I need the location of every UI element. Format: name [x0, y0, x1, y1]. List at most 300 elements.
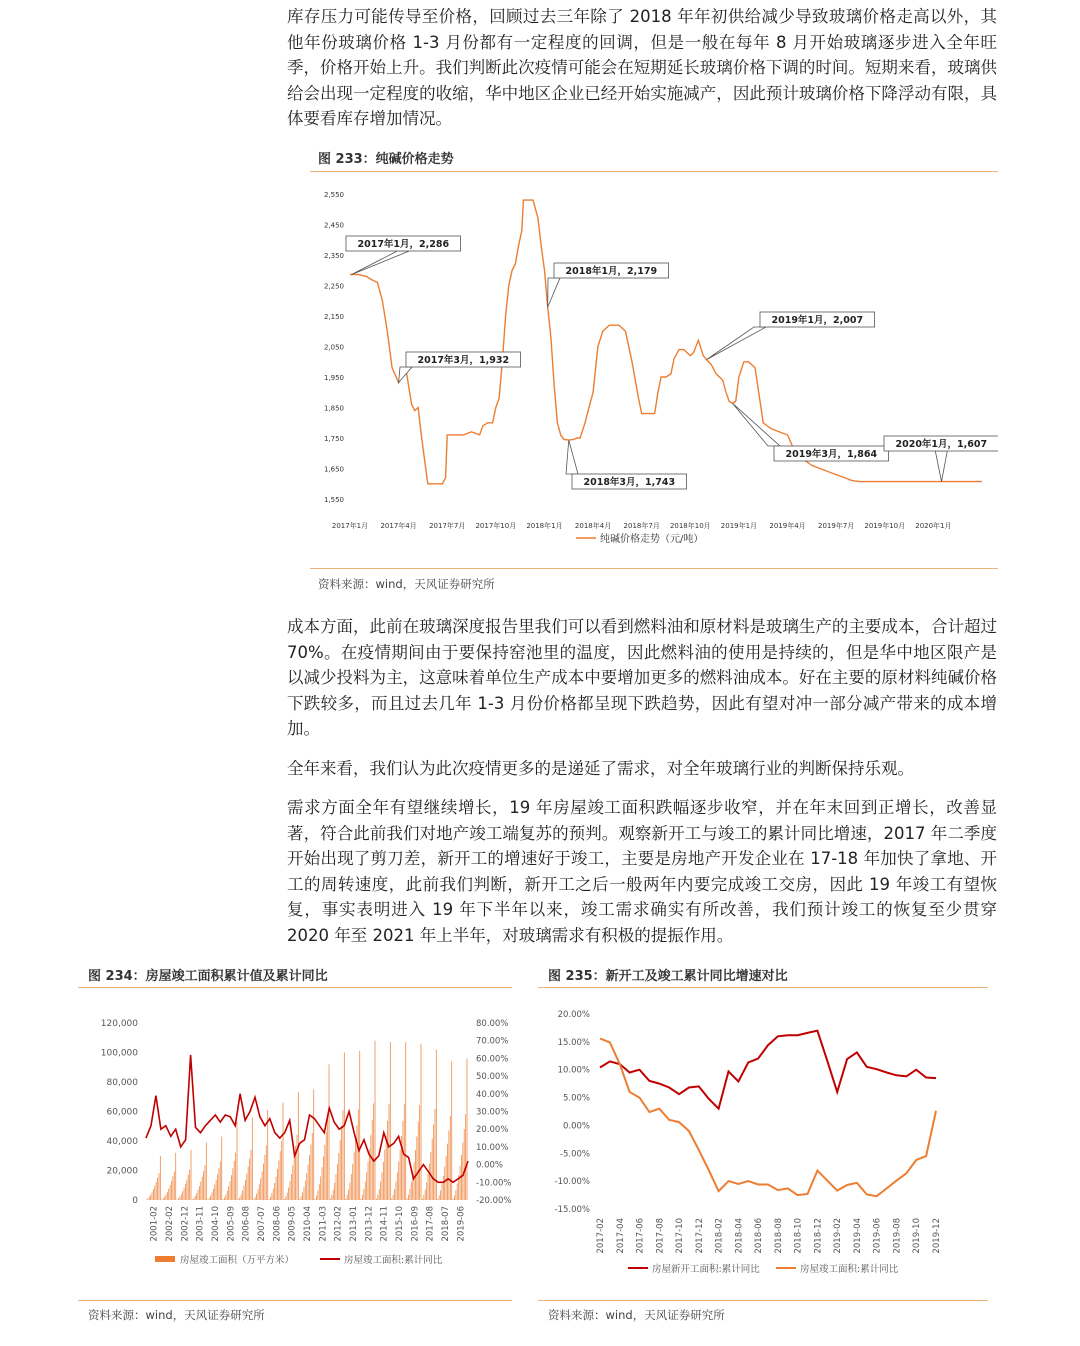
completion-area-bar — [292, 1166, 293, 1200]
y-left-tick-label: 80,000 — [106, 1078, 138, 1088]
completion-area-bar — [326, 1132, 327, 1200]
x-tick-label: 2003-11 — [195, 1206, 206, 1242]
completion-area-bar — [232, 1168, 233, 1200]
legend-label-bar: 房屋竣工面积（万平方米） — [180, 1255, 295, 1266]
completion-area-bar — [147, 1199, 148, 1201]
completion-area-bar — [182, 1191, 183, 1200]
completion-area-bar — [347, 1195, 348, 1200]
completion-area-bar — [315, 1199, 316, 1200]
completion-area-bar — [175, 1153, 176, 1200]
annotation-pointer — [399, 367, 412, 382]
x-tick-label: 2009-05 — [287, 1206, 298, 1242]
x-tick-label: 2019-08 — [892, 1218, 903, 1254]
completion-area-bar — [380, 1182, 381, 1200]
completion-area-bar — [200, 1182, 201, 1200]
completion-area-bar — [306, 1173, 307, 1200]
y-left-tick-label: 60,000 — [106, 1107, 138, 1118]
y-right-tick-label: 80.00% — [476, 1019, 509, 1029]
annotation-pointer — [566, 440, 578, 474]
x-tick-label: 2001-02 — [149, 1206, 160, 1242]
completion-area-bar — [310, 1145, 311, 1201]
y-tick-label: 2,550 — [323, 191, 344, 199]
annotation-label: 2019年3月，1,864 — [785, 449, 878, 460]
completion-area-bar — [340, 1140, 341, 1200]
completion-area-bar — [317, 1191, 318, 1200]
paragraph-cost: 成本方面，此前在玻璃深度报告里我们可以看到燃料油和原材料是玻璃生产的主要成本，合计超过 70%。在疫情期间由于要保持窑池里的温度，因此燃料油的使用是持续的，但是华中地区限产是以减少投料为主，这意味着单位生产成本中要增加更多的燃料油成本。好在主要的原材料纯碱价格下跌较多，而且过去几年 1-3 月份价格都呈现下跌趋势，因此有望对冲一部分减产带来的成本增加。 — [287, 617, 997, 738]
x-tick-label: 2019年4月 — [769, 522, 806, 530]
completion-area-bar — [448, 1130, 449, 1200]
y-right-tick-label: 10.00% — [476, 1142, 509, 1153]
completion-area-bar — [196, 1193, 197, 1200]
completion-area-bar — [301, 1196, 302, 1200]
completion-area-bar — [313, 1089, 314, 1200]
x-tick-label: 2010-04 — [303, 1206, 313, 1242]
completion-area-bar — [304, 1187, 305, 1200]
completion-area-bar — [271, 1193, 272, 1200]
completion-area-bar — [207, 1199, 208, 1200]
completion-area-bar — [376, 1199, 377, 1201]
completion-area-bar — [291, 1174, 292, 1200]
x-tick-label: 2017-08 — [655, 1218, 666, 1254]
x-tick-label: 2018年4月 — [574, 522, 612, 530]
completion-area-bar — [419, 1105, 420, 1200]
completion-area-bar — [429, 1164, 430, 1200]
completion-area-bar — [308, 1165, 309, 1200]
completion-area-bar — [191, 1150, 192, 1200]
completion-area-bar — [284, 1199, 285, 1200]
completion-area-bar — [238, 1199, 239, 1200]
completion-area-bar — [249, 1159, 250, 1200]
completion-area-bar — [290, 1181, 291, 1200]
completion-area-bar — [450, 1116, 451, 1200]
y-left-tick-label: 40,000 — [106, 1137, 138, 1147]
completion-area-bar — [382, 1173, 383, 1201]
completion-area-bar — [433, 1125, 434, 1201]
completion-area-bar — [212, 1193, 213, 1200]
annotation-label: 2018年3月，1,743 — [583, 477, 676, 488]
completion-area-bar — [214, 1185, 215, 1200]
y-tick-label: 2,250 — [323, 282, 344, 291]
completion-area-bar — [351, 1174, 352, 1200]
completion-area-bar — [355, 1140, 356, 1201]
paragraph-glass-price: 库存压力可能传导至价格，回顾过去三年除了 2018 年年初供给减少导致玻璃价格走高以外，其他年份玻璃价格 1-3 月份都有一定程度的回调，但是一般在每年 8 月开始玻璃逐步进入全年旺季，价格开始上升。我们判断此次疫情可能会在短期延长玻璃价格下调的时间。短期来看，玻璃供给会出现一定程度的收缩，华中地区企业已经开始实施减产，因此预计玻璃价格下降浮动有限，具体要看库存增加情况。 — [287, 7, 997, 128]
completion-area-bar — [428, 1174, 429, 1200]
completion-area-bar — [235, 1153, 236, 1200]
completion-area-bar — [149, 1197, 150, 1200]
completion-area-bar — [192, 1199, 193, 1200]
completion-area-bar — [408, 1195, 409, 1200]
newstart-vs-completion-chart — [538, 992, 988, 1292]
x-tick-label: 2019-06 — [456, 1206, 467, 1242]
completion-area-bar — [153, 1189, 154, 1200]
completion-area-bar — [231, 1175, 232, 1200]
completion-area-bar — [294, 1156, 295, 1200]
x-tick-label: 2017年7月 — [429, 522, 466, 530]
y-right-tick-label: -20.00% — [476, 1196, 512, 1206]
completion-area-bar — [285, 1196, 286, 1200]
soda-ash-price-chart — [310, 176, 998, 564]
y-tick-label: -15.00% — [554, 1205, 590, 1215]
completion-area-bar — [221, 1137, 222, 1200]
y-left-tick-label: 100,000 — [100, 1048, 138, 1059]
y-tick-label: 2,350 — [323, 252, 344, 260]
figure-235-bottom-rule — [538, 1300, 988, 1301]
x-tick-label: 2018-04 — [734, 1218, 745, 1254]
x-tick-label: 2012-02 — [333, 1206, 344, 1242]
completion-area-bar — [156, 1182, 157, 1200]
completion-area-bar — [384, 1150, 385, 1200]
completion-area-bar — [446, 1156, 447, 1200]
completion-area-bar — [245, 1180, 246, 1200]
completion-area-bar — [329, 1064, 330, 1200]
y-tick-label: 15.00% — [557, 1037, 590, 1048]
completion-area-bar — [228, 1186, 229, 1200]
completion-area-bar — [394, 1189, 395, 1200]
completion-area-bar — [205, 1165, 206, 1200]
x-tick-label: 2018-06 — [754, 1218, 765, 1254]
y-tick-label: 1,850 — [323, 404, 344, 413]
y-tick-label: 2,050 — [323, 343, 344, 352]
completion-area-bar — [263, 1164, 264, 1201]
completion-area-bar — [270, 1197, 271, 1200]
completion-area-bar — [455, 1190, 456, 1200]
completion-area-bar — [170, 1185, 171, 1200]
annotation-label: 2019年1月，2,007 — [771, 315, 864, 326]
completion-area-bar — [160, 1156, 161, 1200]
completion-area-bar — [244, 1186, 245, 1200]
x-tick-label: 2018-07 — [441, 1206, 451, 1242]
figure-235-source: 资料来源：wind，天风证券研究所 — [548, 1308, 725, 1322]
x-tick-label: 2006-08 — [241, 1206, 252, 1242]
x-tick-label: 2019-10 — [912, 1218, 923, 1254]
y-tick-label: 2,450 — [323, 221, 344, 230]
completion-area-bar — [411, 1182, 412, 1200]
y-tick-label: 5.00% — [562, 1093, 590, 1104]
completion-area-bar — [443, 1176, 444, 1200]
completion-area-bar — [152, 1192, 153, 1200]
completion-area-bar — [373, 1103, 374, 1200]
annotation-pointer — [732, 403, 780, 446]
completion-area-bar — [184, 1188, 185, 1200]
completion-area-bar — [322, 1167, 323, 1200]
completion-area-bar — [460, 1166, 461, 1200]
annotation-pointer — [707, 327, 766, 360]
y-right-tick-label: 60.00% — [476, 1054, 509, 1065]
y-left-tick-label: 20,000 — [106, 1166, 138, 1177]
completion-area-bar — [258, 1190, 259, 1201]
completion-area-bar — [405, 1042, 406, 1200]
completion-area-bar — [189, 1170, 190, 1200]
completion-area-bar — [209, 1198, 210, 1200]
annotation-label: 2018年1月，2,179 — [565, 266, 658, 277]
y-tick-label: 1,750 — [323, 435, 344, 443]
completion-area-bar — [327, 1118, 328, 1200]
completion-area-bar — [163, 1198, 164, 1200]
completion-area-bar — [159, 1173, 160, 1200]
x-tick-label: 2019-02 — [833, 1218, 844, 1254]
x-tick-label: 2013-12 — [364, 1206, 375, 1242]
completion-area-bar — [234, 1161, 235, 1200]
completion-area-bar — [172, 1176, 173, 1200]
completion-area-bar — [359, 1051, 360, 1200]
legend-swatch-bar — [155, 1256, 175, 1262]
completion-area-bar — [242, 1190, 243, 1200]
completion-area-bar — [397, 1173, 398, 1201]
completion-area-bar — [444, 1167, 445, 1201]
completion-area-bar — [297, 1135, 298, 1200]
x-tick-label: 2014-11 — [379, 1206, 390, 1242]
completion-area-bar — [203, 1171, 204, 1200]
x-tick-label: 2013-01 — [349, 1206, 359, 1242]
completion-area-bar — [237, 1122, 238, 1200]
completion-area-bar — [345, 1199, 346, 1200]
completion-area-bar — [435, 1109, 436, 1200]
y-left-tick-label: 0 — [132, 1196, 138, 1206]
completion-area-bar — [414, 1162, 415, 1200]
completion-area-chart — [78, 992, 512, 1292]
completion-area-bar — [264, 1155, 265, 1200]
legend-label-line: 房屋竣工面积:累计同比 — [344, 1255, 443, 1266]
completion-area-bar — [179, 1197, 180, 1201]
completion-area-bar — [312, 1133, 313, 1200]
completion-area-bar — [202, 1177, 203, 1200]
completion-area-bar — [217, 1174, 218, 1200]
completion-area-bar — [259, 1184, 260, 1200]
completion-area-bar — [422, 1199, 423, 1200]
completion-area-bar — [157, 1178, 158, 1200]
completion-area-bar — [354, 1153, 355, 1201]
completion-area-bar — [178, 1198, 179, 1200]
completion-area-bar — [336, 1174, 337, 1200]
legend-label: 纯碱价格走势（元/吨） — [600, 534, 704, 545]
completion-area-bar — [210, 1196, 211, 1200]
new-start-yoy-line — [600, 1031, 936, 1109]
completion-area-bar — [251, 1150, 252, 1200]
completion-area-bar — [333, 1190, 334, 1200]
completion-area-bar — [188, 1175, 189, 1200]
annotation-label: 2020年1月，1,607 — [895, 439, 988, 450]
completion-area-bar — [436, 1050, 437, 1200]
y-right-tick-label: 70.00% — [476, 1036, 509, 1047]
figure-234-source: 资料来源：wind，天风证券研究所 — [88, 1308, 265, 1322]
completion-area-bar — [396, 1182, 397, 1200]
paragraph-full-year: 全年来看，我们认为此次疫情更多的是递延了需求，对全年玻璃行业的判断保持乐观。 — [287, 759, 914, 778]
x-tick-label: 2017年4月 — [380, 522, 417, 530]
completion-area-bar — [338, 1153, 339, 1200]
x-tick-label: 2018-12 — [813, 1218, 824, 1254]
completion-area-bar — [186, 1180, 187, 1200]
completion-area-bar — [389, 1104, 390, 1200]
paragraph-demand: 需求方面全年有望继续增长，19 年房屋竣工面积跌幅逐步收窄，并在年末回到正增长，改善显著，符合此前我们对地产竣工端复苏的预判。观察新开工与竣工的累计同比增速，2017 年二季度开始出现了剪刀差，新开工的增速好于竣工，主要是房地产开发企业在 17-18 年加快了拿地、开工的周转速度，此前我们判断，新开工之后一般两年内要完成竣工交房，因此 19 年竣工有望恢复，事实表明进入 19 年下半年以来，竣工需求确实有所改善，我们预计竣工的恢复至少贯穿 2020 年至 2021 年上半年，对玻璃需求有积极的提振作用。 — [287, 798, 997, 945]
completion-area-bar — [230, 1181, 231, 1200]
legend-label-newstart: 房屋新开工面积:累计同比 — [652, 1264, 760, 1275]
completion-area-bar — [278, 1161, 279, 1201]
y-right-tick-label: -10.00% — [476, 1178, 512, 1189]
y-right-tick-label: 50.00% — [476, 1072, 509, 1083]
y-tick-label: -10.00% — [554, 1177, 590, 1188]
completion-area-bar — [454, 1195, 455, 1200]
figure-233-top-rule — [310, 171, 998, 172]
completion-area-bar — [440, 1190, 441, 1200]
completion-area-bar — [366, 1172, 367, 1200]
x-tick-label: 2017年1月 — [331, 522, 369, 530]
x-tick-label: 2005-09 — [226, 1206, 237, 1242]
completion-area-bar — [280, 1151, 281, 1200]
completion-area-bar — [283, 1103, 284, 1200]
completion-area-bar — [363, 1189, 364, 1200]
x-tick-label: 2017-12 — [694, 1218, 705, 1254]
y-tick-label: 0.00% — [562, 1121, 590, 1132]
completion-area-bar — [166, 1195, 167, 1201]
completion-area-bar — [171, 1181, 172, 1200]
completion-area-bar — [260, 1178, 261, 1200]
completion-area-bar — [193, 1198, 194, 1200]
completion-area-bar — [368, 1162, 369, 1201]
completion-area-bar — [377, 1195, 378, 1200]
completion-area-bar — [464, 1129, 465, 1200]
completion-area-bar — [199, 1186, 200, 1200]
completion-area-bar — [267, 1110, 268, 1200]
x-tick-label: 2020年1月 — [915, 522, 952, 530]
completion-area-bar — [334, 1183, 335, 1200]
x-tick-label: 2017-06 — [635, 1218, 646, 1254]
completion-area-bar — [213, 1189, 214, 1200]
y-tick-label: 10.00% — [557, 1065, 590, 1076]
completion-area-bar — [348, 1190, 349, 1200]
completion-area-bar — [393, 1195, 394, 1200]
completion-area-bar — [167, 1192, 168, 1200]
completion-area-bar — [168, 1189, 169, 1200]
figure-234-caption: 图 234：房屋竣工面积累计值及累计同比 — [88, 969, 328, 984]
completion-area-bar — [453, 1199, 454, 1200]
completion-area-bar — [177, 1200, 178, 1201]
y-tick-label: 1,650 — [323, 465, 344, 474]
completion-area-bar — [218, 1168, 219, 1200]
x-tick-label: 2019-06 — [872, 1218, 883, 1254]
completion-area-bar — [287, 1193, 288, 1201]
completion-area-bar — [274, 1183, 275, 1200]
x-tick-label: 2018-10 — [793, 1218, 804, 1254]
completion-area-bar — [398, 1162, 399, 1200]
completion-area-bar — [462, 1143, 463, 1201]
legend-label-completion: 房屋竣工面积:累计同比 — [800, 1264, 899, 1275]
completion-area-bar — [227, 1191, 228, 1200]
y-left-tick-label: 120,000 — [100, 1019, 138, 1029]
x-tick-label: 2019年10月 — [864, 522, 906, 530]
completion-area-bar — [409, 1189, 410, 1200]
completion-area-bar — [216, 1180, 217, 1200]
annotation-pointer — [935, 451, 947, 482]
completion-area-bar — [358, 1110, 359, 1200]
completion-area-bar — [255, 1197, 256, 1200]
x-tick-label: 2019年7月 — [818, 522, 855, 530]
completion-area-bar — [302, 1192, 303, 1200]
completion-area-bar — [350, 1183, 351, 1200]
completion-area-bar — [239, 1197, 240, 1200]
completion-area-bar — [273, 1189, 274, 1200]
completion-area-bar — [262, 1171, 263, 1200]
completion-area-bar — [198, 1190, 199, 1200]
x-tick-label: 2017年10月 — [475, 522, 517, 530]
completion-area-bar — [400, 1150, 401, 1200]
completion-area-bar — [356, 1125, 357, 1200]
completion-area-bar — [467, 1058, 468, 1200]
completion-area-bar — [390, 1042, 391, 1200]
completion-area-bar — [387, 1121, 388, 1200]
completion-area-bar — [181, 1194, 182, 1200]
completion-area-bar — [320, 1176, 321, 1200]
completion-area-bar — [370, 1135, 371, 1200]
y-right-tick-label: 0.00% — [476, 1160, 504, 1171]
completion-area-bar — [154, 1186, 155, 1200]
completion-area-bar — [432, 1139, 433, 1200]
figure-235-caption: 图 235：新开工及竣工累计同比增速对比 — [548, 969, 788, 984]
x-tick-label: 2015-10 — [395, 1206, 405, 1242]
completion-area-bar — [277, 1169, 278, 1200]
completion-area-bar — [224, 1197, 225, 1200]
completion-area-bar — [319, 1184, 320, 1200]
completion-area-bar — [241, 1194, 242, 1200]
completion-area-bar — [402, 1121, 403, 1200]
x-tick-label: 2004-10 — [211, 1206, 221, 1242]
completion-area-bar — [206, 1143, 207, 1201]
figure-233-bottom-rule — [310, 568, 998, 569]
completion-area-bar — [223, 1199, 224, 1200]
completion-area-bar — [253, 1199, 254, 1200]
x-tick-label: 2018-02 — [714, 1218, 725, 1254]
completion-area-bar — [423, 1195, 424, 1200]
completion-area-bar — [362, 1195, 363, 1200]
completion-area-bar — [225, 1195, 226, 1200]
completion-area-bar — [465, 1114, 466, 1200]
completion-area-bar — [248, 1167, 249, 1201]
completion-area-bar — [361, 1199, 362, 1201]
annotation-label: 2017年1月，2,286 — [357, 239, 450, 250]
x-tick-label: 2018年1月 — [526, 522, 563, 530]
x-tick-label: 2017-10 — [675, 1218, 686, 1254]
completion-area-bar — [457, 1184, 458, 1201]
completion-area-bar — [418, 1122, 419, 1200]
completion-area-bar — [161, 1200, 162, 1201]
completion-yoy-line — [600, 1039, 936, 1197]
completion-area-bar — [439, 1195, 440, 1200]
x-tick-label: 2007-07 — [257, 1206, 267, 1242]
completion-area-bar — [164, 1197, 165, 1200]
completion-area-bar — [323, 1157, 324, 1200]
completion-area-bar — [442, 1184, 443, 1200]
completion-area-bar — [331, 1195, 332, 1200]
completion-area-bar — [337, 1164, 338, 1200]
y-tick-label: 20.00% — [557, 1010, 590, 1020]
x-tick-label: 2019-04 — [852, 1218, 863, 1254]
completion-area-bar — [451, 1061, 452, 1200]
x-tick-label: 2019-12 — [932, 1218, 942, 1254]
completion-area-bar — [341, 1126, 342, 1200]
completion-area-bar — [266, 1145, 267, 1200]
completion-area-bar — [352, 1164, 353, 1200]
completion-area-bar — [195, 1196, 196, 1200]
completion-area-bar — [383, 1162, 384, 1200]
figure-235-top-rule — [538, 987, 988, 988]
x-tick-label: 2002-02 — [165, 1206, 175, 1242]
completion-area-bar — [174, 1171, 175, 1200]
completion-area-bar — [369, 1149, 370, 1200]
completion-area-bar — [220, 1162, 221, 1201]
completion-area-bar — [343, 1111, 344, 1201]
completion-area-bar — [426, 1183, 427, 1201]
x-tick-label: 2002-12 — [180, 1206, 191, 1242]
y-tick-label: -5.00% — [559, 1149, 590, 1160]
